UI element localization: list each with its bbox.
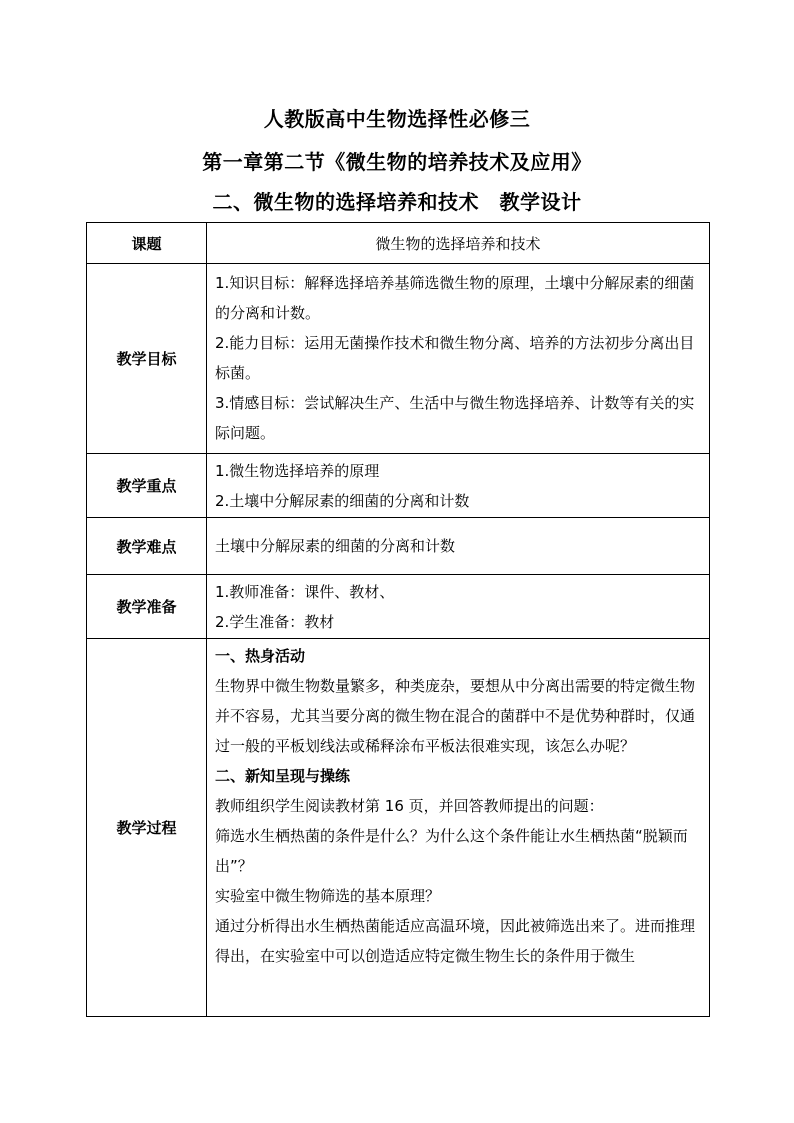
label-topic: 课题 bbox=[87, 223, 207, 264]
process-paragraph: 筛选水生栖热菌的条件是什么？为什么这个条件能让水生栖热菌“脱颖而出”？ bbox=[215, 827, 688, 875]
objective-knowledge: 1.知识目标：解释选择培养基筛选微生物的原理，土壤中分解尿素的细菌的分离和计数。 bbox=[215, 274, 695, 322]
preparation-student: 2.学生准备：教材 bbox=[215, 613, 335, 631]
row-process bbox=[87, 639, 710, 1017]
process-section-heading: 二、新知呈现与操练 bbox=[215, 767, 351, 785]
process-paragraph: 教师组织学生阅读教材第 16 页，并回答教师提出的问题： bbox=[215, 797, 604, 815]
key-point-item: 2.土壤中分解尿素的细菌的分离和计数 bbox=[215, 492, 470, 510]
label-key-points: 教学重点 bbox=[87, 454, 207, 518]
value-preparation bbox=[207, 575, 710, 639]
label-difficulties: 教学难点 bbox=[87, 518, 207, 575]
objective-ability: 2.能力目标：运用无菌操作技术和微生物分离、培养的方法初步分离出目标菌。 bbox=[215, 334, 695, 382]
row-topic bbox=[87, 223, 710, 264]
row-objectives bbox=[87, 264, 710, 454]
process-section-heading: 一、热身活动 bbox=[215, 647, 306, 665]
objective-emotion: 3.情感目标：尝试解决生产、生活中与微生物选择培养、计数等有关的实际问题。 bbox=[215, 394, 695, 442]
value-key-points bbox=[207, 454, 710, 518]
process-paragraph: 生物界中微生物数量繁多，种类庞杂，要想从中分离出需要的特定微生物并不容易，尤其当要分离的微生物在混合的菌群中不是优势种群时，仅通过一般的平板划线法或稀释涂布平板法很难实现，该怎么办呢？ bbox=[215, 677, 696, 755]
process-paragraph: 通过分析得出水生栖热菌能适应高温环境，因此被筛选出来了。进而推理得出，在实验室中可以创造适应特定微生物生长的条件用于微生 bbox=[215, 917, 696, 965]
row-key-points bbox=[87, 454, 710, 518]
document-title-chapter: 第一章第二节《微生物的培养技术及应用》 bbox=[202, 150, 592, 174]
preparation-teacher: 1.教师准备：课件、教材、 bbox=[215, 583, 395, 601]
label-preparation: 教学准备 bbox=[87, 575, 207, 639]
key-point-item: 1.微生物选择培养的原理 bbox=[215, 462, 380, 480]
document-title-textbook: 人教版高中生物选择性必修三 bbox=[263, 107, 531, 131]
process-paragraph: 实验室中微生物筛选的基本原理？ bbox=[215, 887, 441, 905]
value-topic: 微生物的选择培养和技术 bbox=[207, 223, 710, 264]
value-objectives bbox=[207, 264, 710, 454]
document-title-lesson: 二、微生物的选择培养和技术 教学设计 bbox=[212, 190, 582, 214]
row-difficulties bbox=[87, 518, 710, 575]
value-process bbox=[207, 639, 710, 1017]
label-objectives: 教学目标 bbox=[87, 264, 207, 454]
label-process: 教学过程 bbox=[87, 639, 207, 1017]
row-preparation bbox=[87, 575, 710, 639]
lesson-plan-table bbox=[86, 222, 710, 1017]
value-difficulties: 土壤中分解尿素的细菌的分离和计数 bbox=[207, 518, 710, 575]
